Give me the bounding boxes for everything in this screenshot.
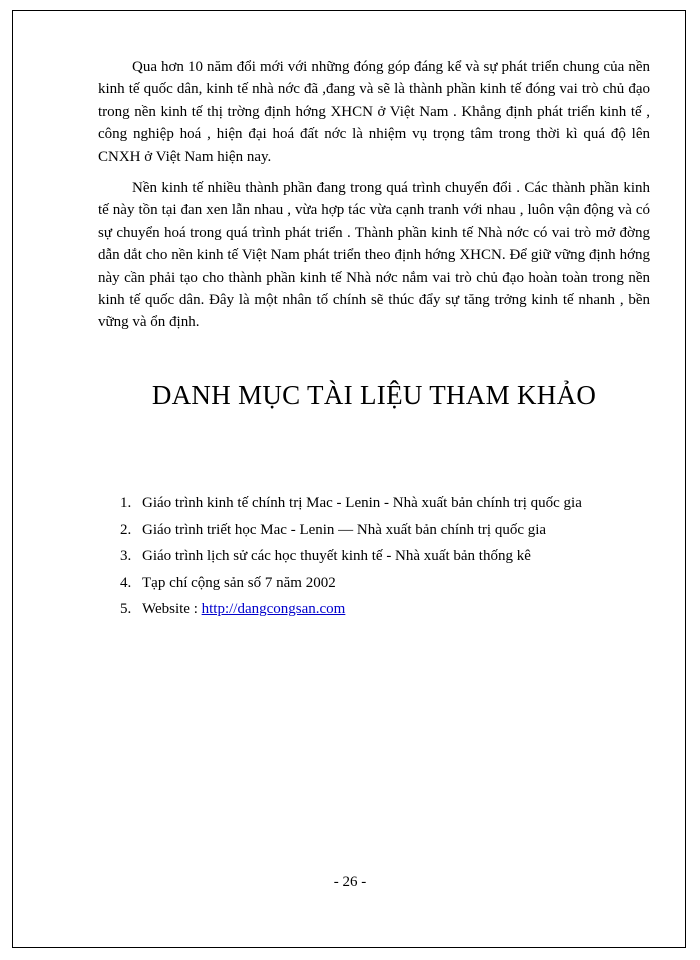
reference-item: [120, 517, 582, 544]
reference-number: 3.: [120, 548, 132, 564]
reference-item: [120, 570, 582, 597]
reference-number: 2.: [120, 521, 132, 538]
references-title: DANH MỤC TÀI LIỆU THAM KHẢO: [151, 380, 597, 410]
references-list: [120, 490, 582, 623]
reference-item: [120, 543, 582, 570]
paragraph-1: Qua hơn 10 năm đổi mới với những đóng góp đáng kể và sự phát triển chung của nền kinh tế quốc dân, kinh tế nhà nớc đã ,đang và sẽ là thành phần kinh tế đóng vai trò chủ đạo trong nền kinh tế thị trờng định hớng XHCN ở Việt Nam . Khẳng định phát triển kinh tế , công nghiệp hoá , hiện đại hoá đất nớc là nhiệm vụ trọng tâm trong thời kì quá độ lên CNXH ở Việt Nam hiện nay.: [98, 59, 650, 165]
paragraph-2: Nền kinh tế nhiều thành phần đang trong quá trình chuyển đổi . Các thành phần kinh tế này tồn tại đan xen lẫn nhau , vừa hợp tác vừa cạnh tranh với nhau , luôn vận động và có sự chuyển hoá trong quá trình phát triển . Thành phần kinh tế Nhà nớc có vai trò mở đờng dẫn dắt cho nền kinh tế Việt Nam phát triển theo định hớng XHCN. Để giữ vững định hớng này cần phải tạo cho thành phần kinh tế Nhà nớc nắm vai trò chủ đạo hoàn toàn trong nền kinh tế quốc dân. Đây là một nhân tố chính sẽ thúc đẩy sự tăng trởng kinh tế nhanh , bền vững và ổn định.: [98, 180, 650, 331]
reference-text: Tạp chí cộng sản số 7 năm 2002: [142, 574, 336, 591]
website-link[interactable]: http://dangcongsan.com: [201, 601, 346, 617]
page-number: - 26 -: [333, 874, 367, 890]
reference-text: Giáo trình kinh tế chính trị Mac - Lenin - Nhà xuất bản chính trị quốc gia: [142, 495, 582, 511]
body-text: [98, 56, 650, 343]
reference-text: Giáo trình lịch sử các học thuyết kinh tế - Nhà xuất bản thống kê: [142, 548, 531, 564]
reference-number: 5.: [120, 601, 132, 617]
reference-number: 4.: [120, 574, 132, 591]
reference-number: 1.: [120, 495, 132, 511]
reference-item: [120, 490, 582, 517]
website-label: Website :: [142, 601, 202, 617]
reference-text: Giáo trình triết học Mac - Lenin — Nhà xuất bản chính trị quốc gia: [142, 521, 547, 538]
reference-item-website: [120, 596, 582, 623]
